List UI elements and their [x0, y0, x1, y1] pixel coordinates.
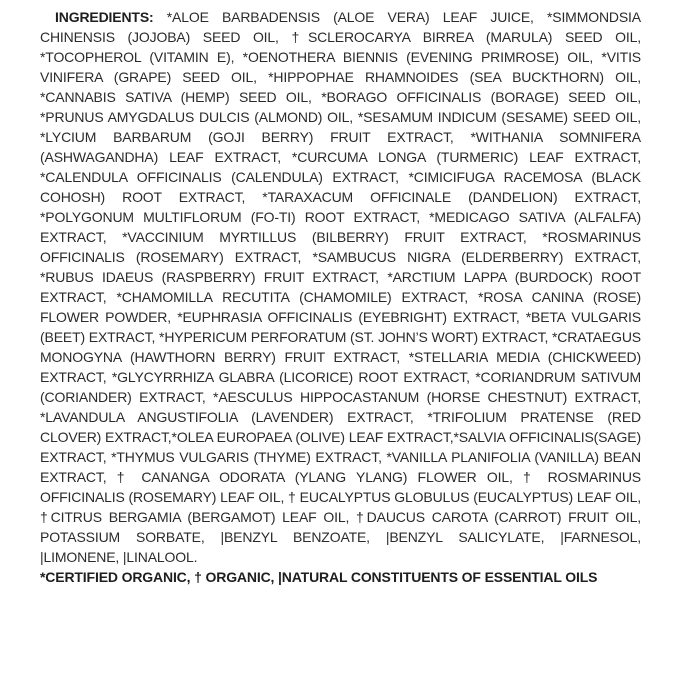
ingredients-paragraph [40, 7, 641, 567]
ingredients-text-block [40, 7, 641, 587]
ingredients-heading: INGREDIENTS: [55, 9, 154, 25]
ingredients-body-text: *ALOE BARBADENSIS (ALOE VERA) LEAF JUICE, *SIMMONDSIA CHINENSIS (JOJOBA) SEED OIL, †SCLEROCARYA BIRREA (MARULA) SEED OIL, *TOCOPHEROL (VITAMIN E), *OENOTHERA BIENNIS (EVENING PRIMROSE) OIL, *VITIS VINIFERA (GRAPE) SEED OIL, *HIPPOPHAE RHAMNOIDES (SEA BUCKTHORN) OIL, *CANNABIS SATIVA (HEMP) SEED OIL, *BORAGO OFFICINALIS (BORAGE) SEED OIL, *PRUNUS AMYGDALUS DULCIS (ALMOND) OIL, *SESAMUM INDICUM (SESAME) SEED OIL, *LYCIUM BARBARUM (GOJI BERRY) FRUIT EXTRACT, *WITHANIA SOMNIFERA (ASHWAGANDHA) LEAF EXTRACT, *CURCUMA LONGA (TURMERIC) LEAF EXTRACT, *CALENDULA OFFICINALIS (CALENDULA) EXTRACT, *CIMICIFUGA RACEMOSA (BLACK COHOSH) ROOT EXTRACT, *TARAXACUM OFFICINALE (DANDELION) EXTRACT, *POLYGONUM MULTIFLORUM (FO-TI) ROOT EXTRACT, *MEDICAGO SATIVA (ALFALFA) EXTRACT, *VACCINIUM MYRTILLUS (BILBERRY) FRUIT EXTRACT, *ROSMARINUS OFFICINALIS (ROSEMARY) EXTRACT, *SAMBUCUS NIGRA (ELDERBERRY) EXTRACT, *RUBUS IDAEUS (RASPBERRY) FRUIT EXTRACT, *ARCTIUM LAPPA (BURDOCK) ROOT EXTRACT, *CHAMOMILLA RECUTITA (CHAMOMILE) EXTRACT, *ROSA CANINA (ROSE) FLOWER POWDER, *EUPHRASIA OFFICINALIS (EYEBRIGHT) EXTRACT, *BETA VULGARIS (BEET) EXTRACT, *HYPERICUM PERFORATUM (ST. JOHN’S WORT) EXTRACT, *CRATAEGUS MONOGYNA (HAWTHORN BERRY) FRUIT EXTRACT, *STELLARIA MEDIA (CHICKWEED) EXTRACT, *GLYCYRRHIZA GLABRA (LICORICE) ROOT EXTRACT, *CORIANDRUM SATIVUM (CORIANDER) EXTRACT, *AESCULUS HIPPOCASTANUM (HORSE CHESTNUT) EXTRACT, *LAVANDULA ANGUSTIFOLIA (LAVENDER) EXTRACT, *TRIFOLIUM PRATENSE (RED CLOVER) EXTRACT,*OLEA EUROPAEA (OLIVE) LEAF EXTRACT,*SALVIA OFFICINALIS(SAGE) EXTRACT, *THYMUS VULGARIS (THYME) EXTRACT, *VANILLA PLANIFOLIA (VANILLA) BEAN EXTRACT, † CANANGA ODORATA (YLANG YLANG) FLOWER OIL, † ROSMARINUS OFFICINALIS (ROSEMARY) LEAF OIL, † EUCALYPTUS GLOBULUS (EUCALYPTUS) LEAF OIL, †CITRUS BERGAMIA (BERGAMOT) LEAF OIL, †DAUCUS CAROTA (CARROT) FRUIT OIL, POTASSIUM SORBATE, |BENZYL BENZOATE, |BENZYL SALICYLATE, |FARNESOL, |LIMONENE, |LINALOOL. [40, 9, 641, 565]
ingredients-footnote: *CERTIFIED ORGANIC, † ORGANIC, |NATURAL CONSTITUENTS OF ESSENTIAL OILS [40, 569, 598, 585]
